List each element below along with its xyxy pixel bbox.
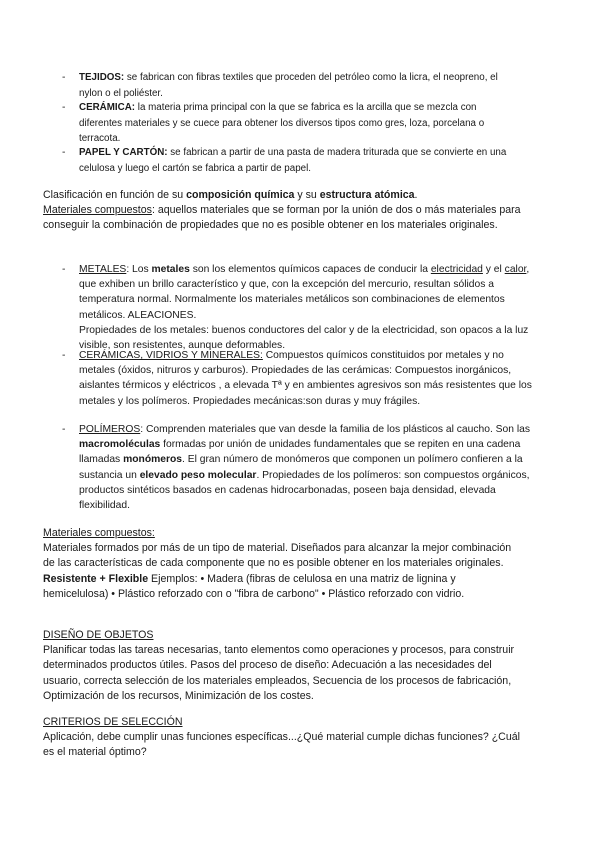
text-tejidos: se fabrican con fibras textiles que proceden del petróleo como la licra, el neopreno, el nylon o el poliéster. bbox=[79, 72, 498, 99]
diseno-section bbox=[43, 628, 521, 704]
compuestos-heading: Materiales compuestos: bbox=[43, 527, 155, 539]
list-dash: - bbox=[62, 350, 66, 361]
polimeros-title: POLÍMEROS bbox=[79, 424, 141, 435]
metales-title: METALES bbox=[79, 264, 127, 275]
term-ceramica: CERÁMICA: bbox=[79, 102, 136, 113]
ceramicas-title: CERÁMICAS, VIDRIOS Y MINERALES: bbox=[79, 350, 263, 361]
materiales-compuestos-link: Materiales compuestos bbox=[43, 204, 152, 217]
classification-paragraph: Clasificación en función de su composición química y su estructura atómica. Materiales compuestos: aquellos materiales que se forman por la unión de dos o más materiales para conseguir la combinación de propiedades que no es posible obtener en los materiales originales. bbox=[43, 189, 521, 232]
diseno-text: Planificar todas las tareas necesarias, tanto elementos como operaciones y procesos, para construir determinados productos útiles. Pasos del proceso de diseño: Adecuación a las necesidades del usuario, correcta selección de los materiales empleados, Secuencia de los procesos de fabricación, Optimización de los recursos, Minimización de los costes. bbox=[43, 644, 515, 702]
term-tejidos: TEJIDOS: bbox=[79, 72, 125, 83]
text-ceramica: la materia prima principal con la que se fabrica es la arcilla que se mezcla con diferentes materiales y se cuece para obtener los diversos tipos como gres, loza, porcelana o terracota. bbox=[79, 102, 485, 144]
term-papel: PAPEL Y CARTÓN: bbox=[79, 147, 168, 158]
metales-properties: Propiedades de los metales: buenos conductores del calor y de la electricidad, son opacos a la luz visible, son resistentes, aunque deformables. bbox=[79, 324, 529, 352]
compuestos-section: Materiales compuestos: Materiales formados por más de un tipo de material. Diseñados para alcanzar la mejor combinación de las características de cada componente que no es posible obtener en los materiales originales. Resistente + Flexible Ejemplos: • Madera (fibras de celulosa en una matriz de lignina y hemicelulosa) • Plástico reforzado con o "fibra de carbono" • Plástico reforzado con vidrio. bbox=[43, 527, 512, 600]
diseno-heading: DISEÑO DE OBJETOS bbox=[43, 629, 154, 641]
criterios-heading: CRITERIOS DE SELECCIÓN bbox=[43, 716, 183, 728]
text-papel: se fabrican a partir de una pasta de madera triturada que se convierte en una celulosa y luego el cartón se fabrica a partir de papel. bbox=[79, 147, 507, 174]
criterios-section bbox=[43, 715, 521, 761]
list-dash: - bbox=[62, 147, 66, 158]
document-page: - TEJIDOS: se fabrican con fibras textiles que proceden del petróleo como la licra, el neopreno, el nylon o el poliéster. - CERÁMICA: la materia prima principal con la que se fabrica es la arcilla que se mezcla con diferentes materiales y se cuece para obtener los diversos tipos como gres, loza, porcelana o terracota. - PAPEL Y CARTÓN: se fabrican a partir de una pasta de madera triturada que se convierte en una celulosa y luego el cartón se fabrica a partir de papel. Clasificación en función de su composición química y su estructura atómica. Materiales compuestos: aquellos materiales que se forman por la unión de dos o más materiales para conseguir la combinación de propiedades que no es posible obtener en los materiales originales. - METALES: Los metales son los elementos químicos capaces de conducir la electricidad y el calor, que exhiben un brillo característico y que, con la excepción del mercurio, resultan sólidos a temperatura normal. Normalmente los materiales metálicos son combinaciones de elementos metálicos. ALEACIONES. Propiedades de los metales: buenos conductores del calor y de la electricidad, son opacos a la luz visible, son resistentes, aunque deformables. - CERÁMICAS, VIDRIOS Y MINERALES: Compuestos químicos constituidos por metales y no metales (óxidos, nitruros y carburos). Propiedades de las cerámicas: Compuestos inorgánicos, aislantes térmicos y eléctricos , a elevada Tª y en ambientes agresivos son más resistentes que los metales y los polímeros. Propiedades mecánicas:son duras y muy frágiles. - POLÍMEROS: Comprenden materiales que van desde la familia de los plásticos al caucho. Son las macromoléculas formadas por unión de unidades fundamentales que se repiten en una cadena llamadas monómeros. El gran número de monómeros que componen un polímero confieren a la sustancia un elevado peso molecular. Propiedades de los polímeros: son compuestos orgánicos, productos sintéticos basados en cadenas hidrocarbonadas, poseen baja densidad, elevada flexibilidad. Materiales compuestos: Materiales formados por más de un tipo de material. Diseñados para alcanzar la mejor combinación de las características de cada componente que no es posible obtener en los materiales originales. Resistente + Flexible Ejemplos: • Madera (fibras de celulosa en una matriz de lignina y hemicelulosa) • Plástico reforzado con o "fibra de carbono" • Plástico reforzado con vidrio. DISEÑO DE OBJETOS Planificar todas las tareas necesarias, tanto elementos como operaciones y procesos, para construir determinados productos útiles. Pasos del proceso de diseño: Adecuación a las necesidades del usuario, correcta selección de los materiales empleados, Secuencia de los procesos de fabricación, Optimización de los recursos, Minimización de los costes. CRITERIOS DE SELECCIÓN Aplicación, debe cumplir unas funciones específicas...¿Qué material cumple dichas funciones? ¿Cuál es el material óptimo? bbox=[0, 0, 600, 848]
list-dash: - bbox=[62, 72, 66, 83]
list-dash: - bbox=[62, 264, 66, 275]
list-dash: - bbox=[62, 424, 66, 435]
criterios-text: Aplicación, debe cumplir unas funciones específicas...¿Qué material cumple dichas funciones? ¿Cuál es el material óptimo? bbox=[43, 731, 520, 759]
list-dash: - bbox=[62, 102, 66, 113]
